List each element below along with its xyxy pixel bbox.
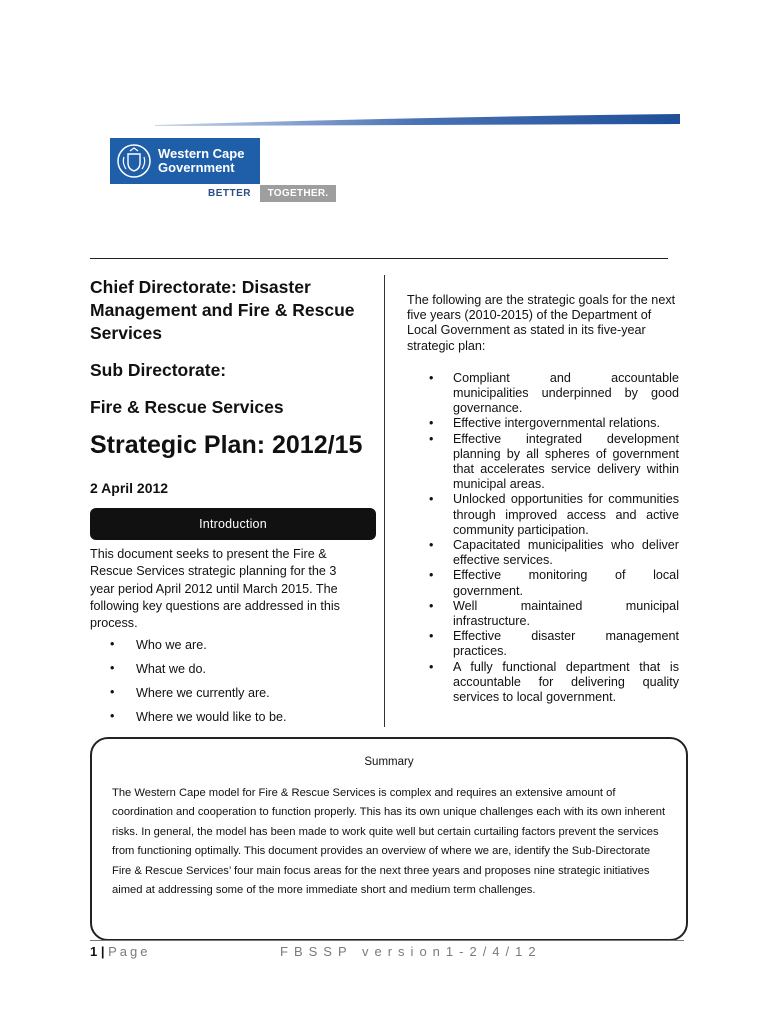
page-footer	[90, 944, 151, 959]
page-number: 1	[90, 944, 98, 959]
list-item: • Effective intergovernmental relations.	[407, 416, 679, 431]
list-item: • Who we are.	[110, 638, 287, 662]
list-item: • A fully functional department that is accountable for delivering quality services to local government.	[407, 660, 679, 706]
header-swoosh-decoration	[155, 113, 680, 127]
sub-directorate-label: Sub Directorate:	[90, 360, 227, 380]
column-divider	[384, 275, 385, 727]
logo-name-line1: Western Cape	[158, 146, 245, 161]
western-cape-government-logo	[110, 138, 338, 204]
list-item: • Well maintained municipal infrastructure.	[407, 599, 679, 629]
sub-directorate-name: Fire & Rescue Services	[90, 397, 284, 417]
list-item: • Where we would like to be.	[110, 710, 287, 734]
right-column	[407, 293, 679, 705]
summary-box	[90, 737, 688, 941]
introduction-text: This document seeks to present the Fire & Rescue Services strategic planning for the 3 year period April 2012 until March 2015. The following key questions are addressed in this process.	[90, 547, 340, 631]
chief-directorate-heading: Chief Directorate: Disaster Management and Fire & Rescue Services	[90, 277, 355, 343]
summary-text: The Western Cape model for Fire & Rescue Services is complex and requires an extensive amount of coordination and cooperation to function properly. This has its own unique challenges each with its own inherent risks. In general, the model has been made to work quite well but certain curtailing factors prevent the services from functioning optimally. This document provides an overview of where we are, identify the Sub-Directorate Fire & Rescue Services’ four main focus areas for the next three years and proposes nine strategic initiatives aimed at addressing some of the more immediate short and medium term challenges.	[112, 787, 666, 897]
list-item: • Where we currently are.	[110, 686, 287, 710]
summary-title: Summary	[364, 756, 414, 768]
header-rule	[90, 258, 668, 259]
strategic-goals-lead-text: The following are the strategic goals for the next five years (2010-2015) of the Department of Local Government as stated in its five-year strategic plan:	[407, 293, 676, 353]
list-item: • Effective integrated development planning by all spheres of government that accelerates service delivery within municipal areas.	[407, 432, 679, 493]
key-questions-list	[110, 638, 287, 734]
footer-separator: |	[100, 944, 105, 959]
logo-name	[158, 147, 244, 175]
strategic-plan-title: Strategic Plan: 2012/15	[90, 431, 363, 459]
strategic-goals-list	[407, 371, 679, 705]
list-item: • Effective monitoring of local government.	[407, 568, 679, 598]
page-label: Page	[108, 944, 151, 959]
footer-rule	[90, 940, 684, 941]
coat-of-arms-icon	[116, 143, 152, 179]
document-date: 2 April 2012	[90, 480, 169, 496]
list-item: • What we do.	[110, 662, 287, 686]
logo-blue-block	[110, 138, 260, 184]
logo-tagline-together: TOGETHER.	[260, 185, 336, 202]
list-item: • Capacitated municipalities who deliver effective services.	[407, 538, 679, 568]
logo-name-line2: Government	[158, 160, 235, 175]
logo-tagline-better: BETTER	[208, 188, 251, 199]
left-column	[90, 276, 374, 724]
list-item: • Unlocked opportunities for communities through improved access and active community participation.	[407, 492, 679, 538]
document-version: FBSSP version1-2/4/12	[280, 944, 542, 959]
list-item: • Compliant and accountable municipalities underpinned by good governance.	[407, 371, 679, 417]
introduction-heading-bar: Introduction	[90, 508, 376, 540]
list-item: • Effective disaster management practices.	[407, 629, 679, 659]
